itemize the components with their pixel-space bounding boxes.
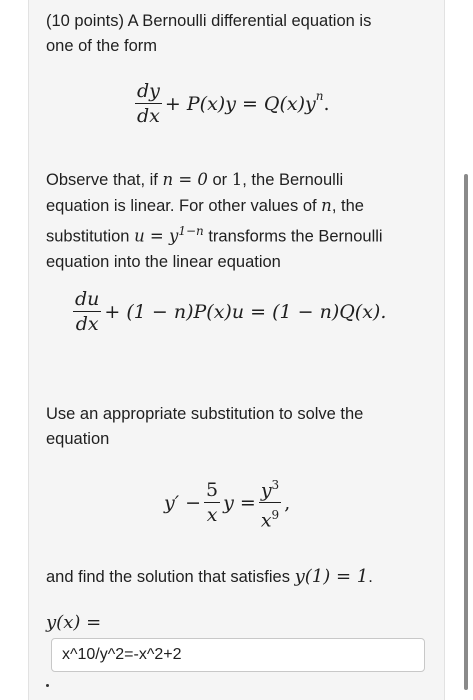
- five-over-x-fraction: [204, 479, 220, 526]
- math-substitution: u = y: [134, 226, 179, 246]
- given-equation: [164, 474, 290, 532]
- use-substitution-text: Use an appropriate substitution to solve the equation: [46, 405, 364, 448]
- bullet-dot: [46, 684, 49, 687]
- fraction-denominator: dx: [75, 313, 99, 335]
- y-prime-term: y′ −: [164, 491, 202, 514]
- equation-rhs: + (1 − n)P(x)u = (1 − n)Q(x).: [104, 300, 387, 323]
- exponent-9: 9: [271, 508, 280, 523]
- answer-input[interactable]: [51, 638, 425, 672]
- math-n-equals-0: n = 0: [162, 170, 208, 189]
- math-one: 1: [231, 170, 243, 189]
- du-dx-fraction: [73, 288, 101, 335]
- intro-line-1: (10 points) A Bernoulli differential equation is: [46, 12, 372, 30]
- fraction-numerator: 5: [206, 479, 219, 502]
- equation-rhs: + P(x)y = Q(x)y: [164, 92, 316, 115]
- linear-equation: [70, 288, 386, 335]
- intro-text: [46, 9, 431, 59]
- exponent-1-minus-n: 1−n: [178, 224, 204, 238]
- fraction-numerator: y: [260, 479, 272, 502]
- intro-line-2: one of the form: [46, 37, 157, 55]
- observe-text: Observe that, if n = 0 or 1, the Bernoulli equation is linear. For other values of n, the substitution $u = y^{1-n}$ transforms the Bernoulli equation into the linear equation: [46, 170, 383, 271]
- equation-comma: ,: [284, 491, 291, 514]
- dy-dx-fraction: [135, 80, 162, 127]
- find-solution-text: and find the solution that satisfies y(1) = 1.: [46, 566, 373, 587]
- bernoulli-equation: [132, 80, 330, 127]
- exponent-3: 3: [271, 478, 280, 492]
- equation-middle: y =: [223, 491, 256, 514]
- equation-period: .: [323, 92, 330, 115]
- fraction-numerator: du: [75, 288, 100, 310]
- fraction-denominator: dx: [137, 105, 160, 127]
- exponent-n: n: [315, 88, 324, 103]
- fraction-denominator: x: [260, 509, 272, 532]
- fraction-denominator: x: [206, 504, 218, 527]
- scrollbar[interactable]: [464, 174, 468, 690]
- math-n: n: [321, 196, 332, 215]
- fraction-numerator: dy: [137, 80, 160, 102]
- y3-over-x9-fraction: [259, 474, 281, 532]
- math-initial-condition: y(1) = 1: [294, 566, 369, 587]
- answer-label: y(x) =: [46, 612, 102, 633]
